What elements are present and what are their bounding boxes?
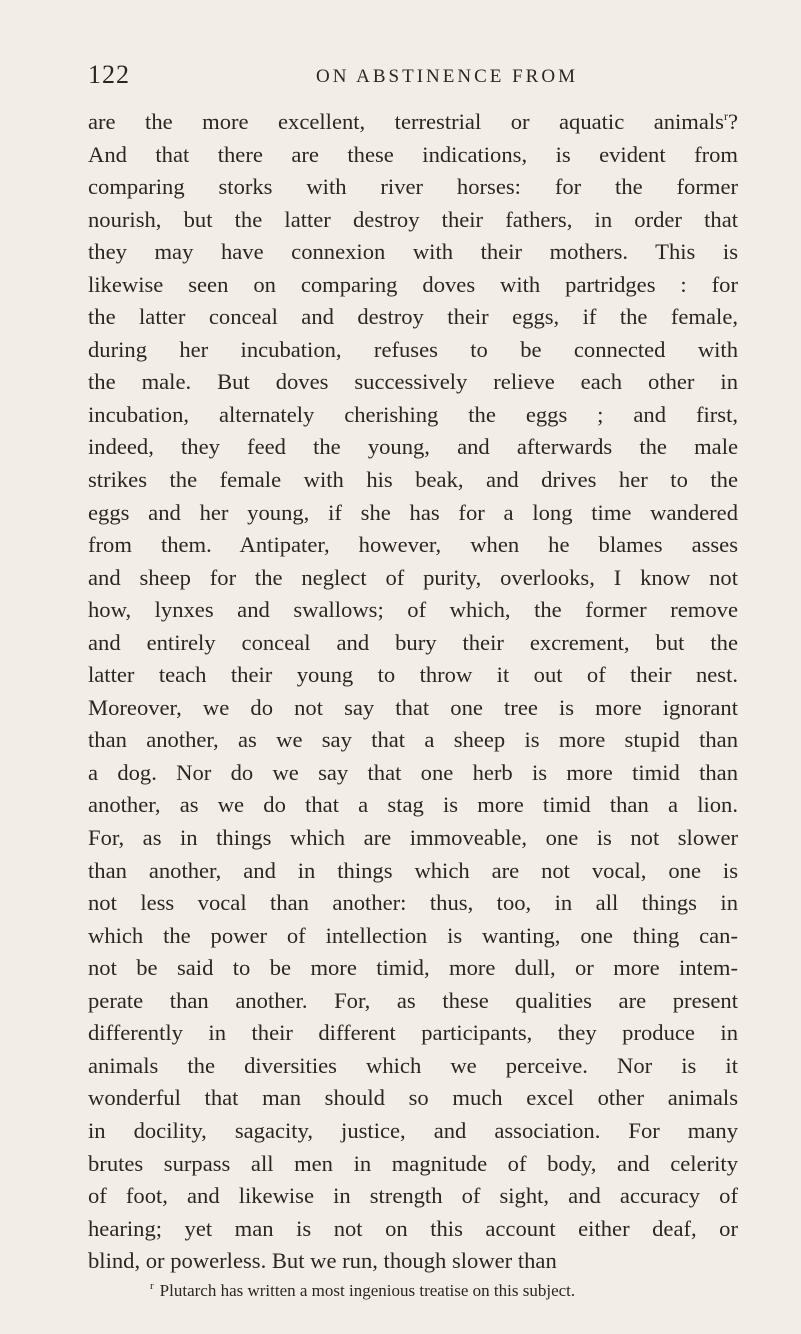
text-line: they may have connexion with their mothers. This is [88,239,738,265]
text-line: and entirely conceal and bury their excrement, but the [88,629,738,655]
text-line: the male. But doves successively relieve each other in [88,369,738,395]
text-line: not less vocal than another: thus, too, in all things in [88,890,738,916]
text-line: eggs and her young, if she has for a long time wandered [88,499,738,525]
text-line: strikes the female with his beak, and drives her to the [88,467,738,493]
text-line: Moreover, we do not say that one tree is more ignorant [88,694,738,720]
text-line: than another, and in things which are not vocal, one is [88,857,738,883]
text-line: and sheep for the neglect of purity, overlooks, I know not [88,564,738,590]
running-head: ON ABSTINENCE FROM [316,66,578,87]
text-line: latter teach their young to throw it out of their nest. [88,662,738,688]
text-line: during her incubation, refuses to be connected with [88,336,738,362]
text-line: hearing; yet man is not on this account either deaf, or [88,1215,738,1241]
footnote-text: Plutarch has written a most ingenious treatise on this subject. [159,1281,576,1300]
text-line: incubation, alternately cherishing the eggs ; and first, [88,401,738,427]
text-line: brutes surpass all men in magnitude of body, and celerity [88,1150,738,1176]
text-line: from them. Antipater, however, when he blames asses [88,532,738,558]
text-line: For, as in things which are immoveable, one is not slower [88,825,738,851]
text-line: how, lynxes and swallows; of which, the former remove [88,597,738,623]
text-line: differently in their different participants, they produce in [88,1020,738,1046]
body-text [88,106,738,1278]
text-line: nourish, but the latter destroy their fathers, in order that [88,206,738,232]
text-line: animals the diversities which we perceive. Nor is it [88,1052,738,1078]
text-line: perate than another. For, as these qualities are present [88,987,738,1013]
text-line: a dog. Nor do we say that one herb is more timid than [88,759,738,785]
text-line: the latter conceal and destroy their eggs, if the female, [88,304,738,330]
footnote [150,1280,740,1302]
text-line: another, as we do that a stag is more timid than a lion. [88,792,738,818]
text-line: indeed, they feed the young, and afterwards the male [88,434,738,460]
text-line: which the power of intellection is wanting, one thing can- [88,922,738,948]
text-line: comparing storks with river horses: for the former [88,174,738,200]
text-line: likewise seen on comparing doves with partridges : for [88,271,738,297]
text-line: wonderful that man should so much excel other animals [88,1085,738,1111]
text-line: are the more excellent, terrestrial or aquatic animals$^r$? [88,109,738,134]
text-line: blind, or powerless. But we run, though slower than [88,1248,557,1274]
text-line: than another, as we say that a sheep is more stupid than [88,727,738,753]
text-line: not be said to be more timid, more dull, or more intem- [88,955,738,981]
page-header [88,60,728,100]
text-line: of foot, and likewise in strength of sight, and accuracy of [88,1183,738,1209]
text-line: in docility, sagacity, justice, and association. For many [88,1117,738,1143]
footnote-reference[interactable]: r [723,109,728,123]
page-number: 122 [88,60,130,89]
text-line: And that there are these indications, is evident from [88,141,738,167]
footnote-marker: r [150,1280,154,1292]
